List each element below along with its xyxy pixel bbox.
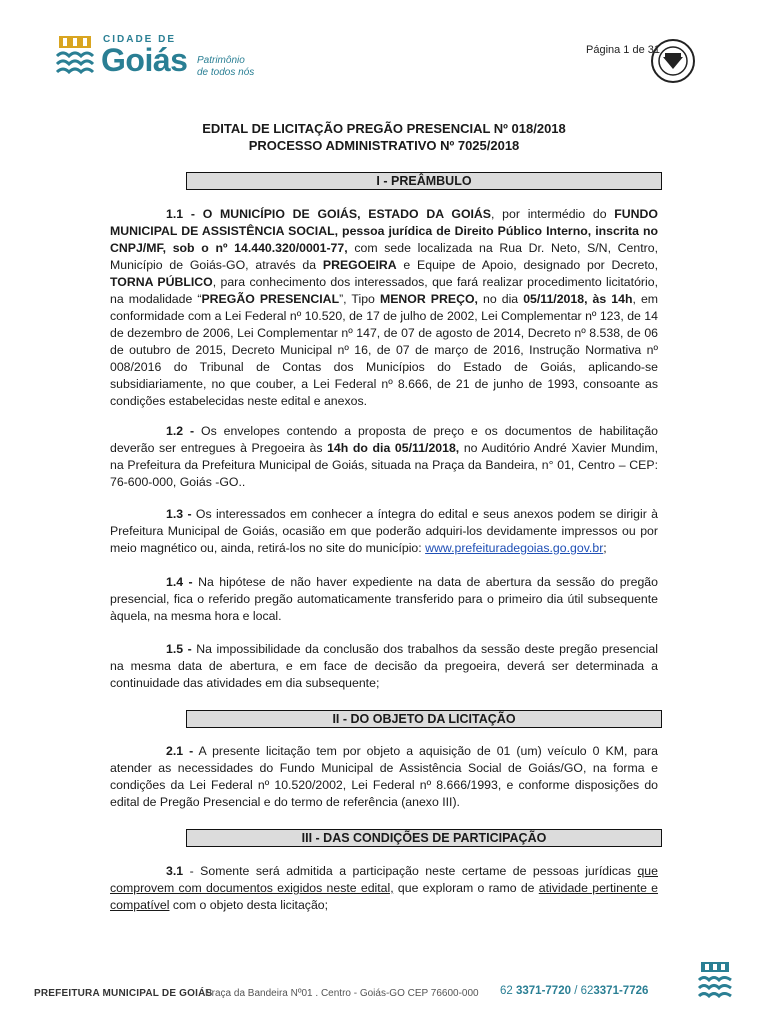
body-text: no Auditório André Xavier Mundim, na Prefeitura da Prefeitura Municipal de Goiás, situada na Praça da Bandeira, n° 01, Centro – CEP: 76-600-000, Goiás -GO.. xyxy=(110,441,658,489)
paragraph-number: 2.1 - xyxy=(166,744,194,758)
phone-number-1: 3371-7720 xyxy=(516,985,571,997)
body-text: Na hipótese de não haver expediente na data de abertura da sessão do pregão presencial, fica o referido pregão automaticamente transferido para o primeiro dia útil subsequente àquela, na mesma hora e local. xyxy=(110,575,658,623)
body-text: Os interessados em conhecer a íntegra do edital e seus anexos podem se dirigir à Prefeitura Municipal de Goiás, ocasião em que poderão adquiri-los devidamente impressos ou por meio magnético ou, ainda, retirá-los no site do município: xyxy=(110,507,658,555)
footer-organization: PREFEITURA MUNICIPAL DE GOIÁS xyxy=(34,988,213,999)
bold-text: FUNDO MUNICIPAL DE ASSISTÊNCIA SOCIAL, pessoa jurídica de Direito Público Interno, inscrita no CNPJ/MF, sob o nº 14.440.320/0001-77, xyxy=(110,207,658,255)
paragraph-number: 3.1 xyxy=(166,864,184,878)
paragraph-2-1 xyxy=(110,743,658,811)
paragraph-number: 1.3 - xyxy=(166,507,192,521)
body-text: , por intermédio do xyxy=(491,207,615,221)
body-text: A presente licitação tem por objeto a aquisição de 01 (um) veículo 0 KM, para atender as necessidades do Fundo Municipal de Assistência Social de Goiás/GO, na forma e condições da Lei Federal nº 10.520/2002, Lei Federal nº 8.666/1993, e conforme disposições do edital de Pregão Presencial e do termo de referência (anexo III). xyxy=(110,744,658,809)
body-text: ”, Tipo xyxy=(339,292,380,306)
bold-text: PREGOEIRA xyxy=(322,258,397,272)
body-text: Os envelopes contendo a proposta de preço e os documentos de habilitação deverão ser entregues à Pregoeira às xyxy=(110,424,659,455)
footer-address: Praça da Bandeira Nº01 . Centro - Goiás-GO CEP 76600-000 xyxy=(205,988,479,999)
body-text: que exploram o ramo de xyxy=(393,881,539,895)
logo-tagline-line2: de todos nós xyxy=(197,67,255,78)
paragraph-1-1 xyxy=(110,206,658,410)
city-emblem-icon xyxy=(55,34,95,78)
paragraph-1-2 xyxy=(110,423,658,491)
title-line2: PROCESSO ADMINISTRATIVO Nº 7025/2018 xyxy=(248,138,520,153)
bold-text: PREGÃO PRESENCIAL xyxy=(201,292,340,306)
section-heading-preambulo: I - PREÂMBULO xyxy=(186,172,662,190)
paragraph-1-4 xyxy=(110,574,658,625)
section-heading-participacao: III - DAS CONDIÇÕES DE PARTICIPAÇÃO xyxy=(186,829,662,847)
bold-text: TORNA PÚBLICO xyxy=(110,275,213,289)
paragraph-number: 1.1 - xyxy=(166,207,195,221)
body-text: com o objeto desta licitação; xyxy=(169,898,329,912)
phone-number-2: 3371-7726 xyxy=(593,985,649,997)
body-text: e Equipe de Apoio, designado por Decreto, xyxy=(396,258,658,272)
phone-ddd: 62 xyxy=(500,985,516,997)
paragraph-number: 1.4 - xyxy=(166,575,193,589)
footer-emblem-icon xyxy=(697,960,733,1002)
page-footer xyxy=(0,984,770,1006)
body-text: , em conformidade com a Lei Federal nº 10.520, de 17 de julho de 2002, Lei Complementar nº 123, de 14 de dezembro de 2006, Lei Complementar nº 147, de 07 de agosto de 2014, Decreto nº 8.538, de 06 de outubro de 2015, Decreto Municipal nº 16, de 07 de março de 2016, Instrução Normativa nº 008/2016 do Tribunal de Contas dos Municípios do Estado de Goiás, aplicando-se subsidiariamente, no que couber, a Lei Federal nº 8.666, de 21 de junho de 1993, consoante as condições estabelecidas neste edital e anexos. xyxy=(110,292,659,408)
page-indicator: Página 1 de 31 xyxy=(586,44,661,56)
bold-text: 14h do dia 05/11/2018, xyxy=(327,441,460,455)
bold-text: MENOR PREÇO, xyxy=(379,292,478,306)
body-text: Na impossibilidade da conclusão dos trabalhos da sessão deste pregão presencial na mesma data de abertura, e em face de decisão da pregoeira, deverá ser determinada a continuidade das atividades em dia subsequente; xyxy=(110,642,658,690)
phone-separator: / 62 xyxy=(571,985,594,997)
world-heritage-seal-icon xyxy=(650,38,696,84)
body-text: com sede localizada na Rua Dr. Neto, S/N, Centro, Município de Goiás-GO, através da xyxy=(110,241,658,272)
bold-text: O MUNICÍPIO DE GOIÁS, ESTADO DA GOIÁS xyxy=(202,207,492,221)
document-title xyxy=(110,120,658,154)
paragraph-number: 1.2 - xyxy=(166,424,195,438)
footer-phone xyxy=(500,985,648,997)
body-text: no dia xyxy=(477,292,524,306)
paragraph-1-3 xyxy=(110,506,658,557)
paragraph-number: 1.5 - xyxy=(166,642,192,656)
body-text: ; xyxy=(603,541,607,555)
bold-text: 05/11/2018, às 14h xyxy=(523,292,633,306)
logo-top-text: CIDADE DE xyxy=(103,34,177,45)
underlined-text: que comprovem com documentos exigidos neste edital, xyxy=(110,864,658,895)
section-heading-objeto: II - DO OBJETO DA LICITAÇÃO xyxy=(186,710,662,728)
paragraph-3-1 xyxy=(110,863,658,914)
body-text: - Somente será admitida a participação neste certame de pessoas jurídicas xyxy=(183,864,638,878)
underlined-text: atividade pertinente e compatível xyxy=(110,881,659,912)
title-line1: EDITAL DE LICITAÇÃO PREGÃO PRESENCIAL Nº 018/2018 xyxy=(202,121,566,136)
logo-tagline xyxy=(197,55,254,79)
city-logo xyxy=(55,30,265,84)
paragraph-1-5 xyxy=(110,641,658,692)
municipality-website-link[interactable]: www.prefeituradegoias.go.gov.br xyxy=(425,541,604,555)
logo-tagline-line1: Patrimônio xyxy=(197,55,245,66)
body-text: , para conhecimento dos interessados, que fará realizar procedimento licitatório, na modalidade “ xyxy=(110,275,658,306)
logo-name: Goiás xyxy=(101,42,188,78)
